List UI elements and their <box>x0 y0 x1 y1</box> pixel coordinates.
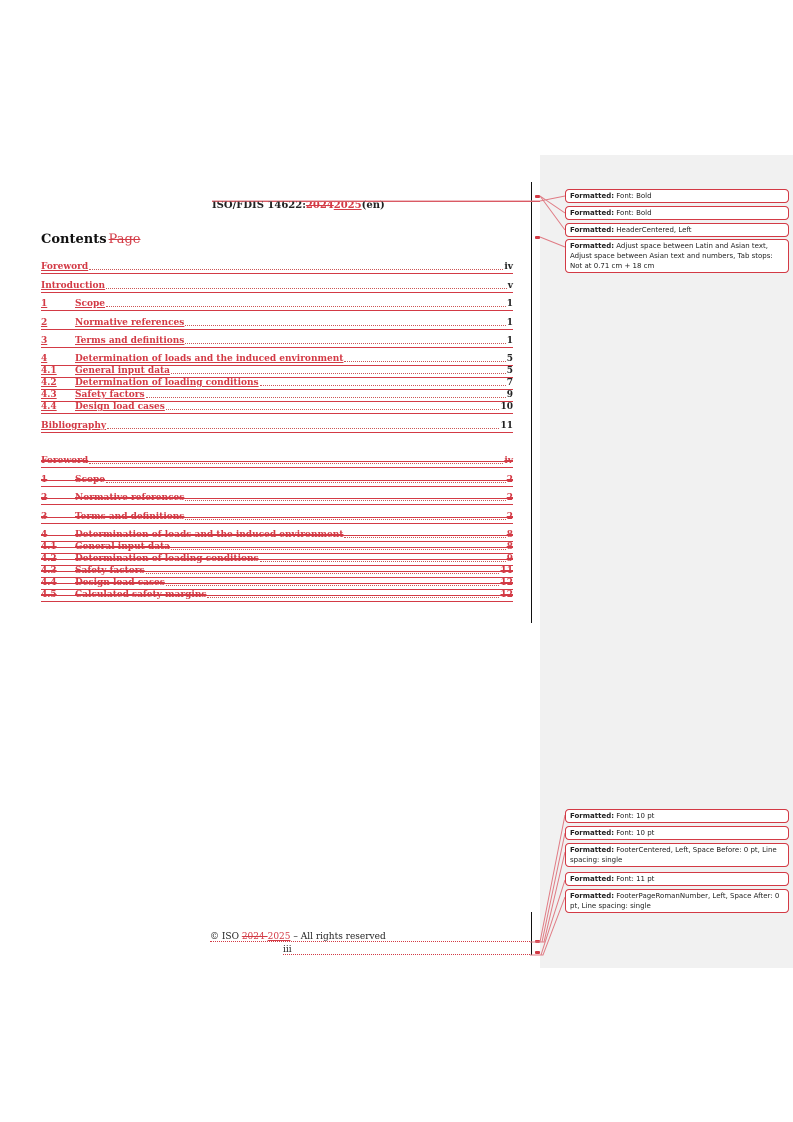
toc-number: 3 <box>41 512 48 522</box>
toc-leader <box>171 549 506 550</box>
toc-title: Design load cases <box>75 578 165 588</box>
toc-leader <box>344 361 505 362</box>
toc-entry-deleted[interactable] <box>41 511 513 524</box>
toc-title: Calculated safety margins <box>75 590 207 600</box>
toc-page: 9 <box>506 390 513 400</box>
change-marker-icon[interactable] <box>535 236 540 239</box>
toc-page: iv <box>504 262 513 272</box>
toc-number: 4 <box>41 530 48 540</box>
toc-title: Determination of loads and the induced environment <box>75 530 344 540</box>
toc-leader <box>207 597 499 598</box>
toc-page: 8 <box>506 542 513 552</box>
toc-title: General input data <box>75 366 171 376</box>
toc-entry[interactable] <box>41 335 513 348</box>
toc-leader <box>260 385 506 386</box>
toc-title: General input data <box>75 542 171 552</box>
formatting-comment[interactable] <box>565 843 789 867</box>
formatting-comment[interactable] <box>565 889 789 913</box>
toc-page: 2 <box>506 512 513 522</box>
toc-leader <box>166 409 500 410</box>
toc-title: Terms and definitions <box>75 512 185 522</box>
toc-title: Foreword <box>41 456 89 466</box>
toc-page: v <box>507 281 513 291</box>
toc-entry-deleted[interactable] <box>41 474 513 487</box>
formatting-comment[interactable] <box>565 223 789 237</box>
toc-number: 4.5 <box>41 590 57 600</box>
comment-text: Font: 11 pt <box>616 875 655 883</box>
toc-leader <box>106 288 507 289</box>
comment-label: Formatted: <box>570 846 615 854</box>
toc-title: Scope <box>75 475 106 485</box>
comment-text: Font: 10 pt <box>616 829 655 837</box>
formatting-comment[interactable] <box>565 809 789 823</box>
toc-title: Determination of loading conditions <box>75 554 259 564</box>
toc-entry-deleted[interactable] <box>41 492 513 505</box>
toc-entry[interactable] <box>41 401 513 414</box>
contents-heading <box>41 232 140 247</box>
toc-page: 2 <box>506 493 513 503</box>
toc-entry[interactable] <box>41 317 513 330</box>
toc-number: 2 <box>41 318 48 328</box>
toc-entry-deleted[interactable] <box>41 455 513 468</box>
toc-page: 1 <box>506 318 513 328</box>
header-prefix: ISO/FDIS 14622: <box>212 200 306 211</box>
toc-title: Safety factors <box>75 390 145 400</box>
toc-page: 8 <box>506 530 513 540</box>
comment-text: Font: Bold <box>616 209 652 217</box>
formatting-comment[interactable] <box>565 206 789 220</box>
contents-title: Contents <box>41 232 107 247</box>
toc-title: Terms and definitions <box>75 336 185 346</box>
toc-leader <box>171 373 506 374</box>
toc-entry[interactable] <box>41 420 513 433</box>
toc-page: 10 <box>500 402 513 412</box>
toc-page: 12 <box>500 578 513 588</box>
toc-number: 1 <box>41 475 48 485</box>
toc-title: Normative references <box>75 318 185 328</box>
toc-title: Introduction <box>41 281 106 291</box>
toc-title: Bibliography <box>41 421 107 431</box>
toc-entry[interactable] <box>41 261 513 274</box>
toc-number: 4.3 <box>41 566 57 576</box>
toc-leader <box>260 561 506 562</box>
header-suffix: (en) <box>361 200 385 211</box>
toc-page: iv <box>504 456 513 466</box>
footer-inserted-year: 2025 <box>267 932 291 942</box>
toc-leader <box>185 500 505 501</box>
toc-leader <box>107 428 499 429</box>
footer-copyright: © ISO <box>210 932 242 942</box>
toc-number: 3 <box>41 336 48 346</box>
toc-number: 2 <box>41 493 48 503</box>
formatting-comment[interactable] <box>565 239 789 273</box>
comment-label: Formatted: <box>570 226 615 234</box>
toc-number: 4.2 <box>41 378 57 388</box>
toc-leader <box>185 519 505 520</box>
toc-number: 4.1 <box>41 542 57 552</box>
toc-page: 1 <box>506 299 513 309</box>
toc-leader <box>344 537 505 538</box>
contents-page-word-deleted: Page <box>108 232 141 247</box>
header-deleted-year: 2024 <box>305 200 334 211</box>
comment-label: Formatted: <box>570 892 615 900</box>
toc-leader <box>106 306 506 307</box>
toc-leader <box>89 463 503 464</box>
comment-label: Formatted: <box>570 812 615 820</box>
toc-number: 1 <box>41 299 48 309</box>
comment-label: Formatted: <box>570 829 615 837</box>
toc-number: 4.2 <box>41 554 57 564</box>
comment-text: Font: 10 pt <box>616 812 655 820</box>
change-bar <box>531 182 532 623</box>
change-marker-icon[interactable] <box>535 951 540 954</box>
toc-page: 11 <box>500 566 513 576</box>
document-footer <box>210 932 386 942</box>
footer-deleted-year: 2024 <box>241 932 268 942</box>
toc-leader <box>106 482 506 483</box>
comment-text: HeaderCentered, Left <box>616 226 692 234</box>
toc-entry-deleted[interactable] <box>41 589 513 602</box>
comment-text: Font: Bold <box>616 192 652 200</box>
comment-label: Formatted: <box>570 875 615 883</box>
toc-page: 2 <box>506 475 513 485</box>
toc-leader <box>185 325 505 326</box>
change-marker-icon[interactable] <box>535 195 540 198</box>
change-marker-icon[interactable] <box>535 940 540 943</box>
toc-page: 1 <box>506 336 513 346</box>
toc-number: 4.1 <box>41 366 57 376</box>
toc-number: 4.4 <box>41 402 57 412</box>
comment-label: Formatted: <box>570 242 615 250</box>
footer-rights: – All rights reserved <box>290 932 386 942</box>
toc-page: 7 <box>506 378 513 388</box>
toc-page: 11 <box>500 421 513 431</box>
toc-title: Design load cases <box>75 402 165 412</box>
formatting-comment[interactable] <box>565 872 789 886</box>
toc-page: 5 <box>506 366 513 376</box>
change-bar-footer <box>531 912 532 955</box>
toc-leader <box>146 397 506 398</box>
toc-entry[interactable] <box>41 298 513 311</box>
toc-leader <box>166 585 500 586</box>
document-header <box>212 200 385 211</box>
comment-label: Formatted: <box>570 192 615 200</box>
toc-entry[interactable] <box>41 280 513 293</box>
toc-title: Determination of loading conditions <box>75 378 259 388</box>
comment-text: FooterPageRomanNumber, Left, Space After: 0 pt, Line spacing: single <box>570 892 780 910</box>
toc-leader <box>146 573 500 574</box>
toc-leader <box>185 343 505 344</box>
toc-number: 4.4 <box>41 578 57 588</box>
comment-label: Formatted: <box>570 209 615 217</box>
toc-page: 9 <box>506 554 513 564</box>
toc-leader <box>89 269 503 270</box>
toc-title: Scope <box>75 299 106 309</box>
toc-page: 12 <box>500 590 513 600</box>
formatting-comment[interactable] <box>565 826 789 840</box>
formatting-comment[interactable] <box>565 189 789 203</box>
toc-title: Determination of loads and the induced environment <box>75 354 344 364</box>
toc-title: Normative references <box>75 493 185 503</box>
comment-text: Adjust space between Latin and Asian text, Adjust space between Asian text and numbers, Tab stops: Not at 0.71 cm + 18 cm <box>570 242 773 270</box>
footer-page-number: iii <box>283 945 292 955</box>
header-inserted-year: 2025 <box>333 200 362 211</box>
toc-page: 5 <box>506 354 513 364</box>
toc-title: Foreword <box>41 262 89 272</box>
comment-text: FooterCentered, Left, Space Before: 0 pt, Line spacing: single <box>570 846 777 864</box>
footer-page-underline <box>283 954 530 955</box>
toc-title: Safety factors <box>75 566 145 576</box>
toc-number: 4.3 <box>41 390 57 400</box>
toc-number: 4 <box>41 354 48 364</box>
